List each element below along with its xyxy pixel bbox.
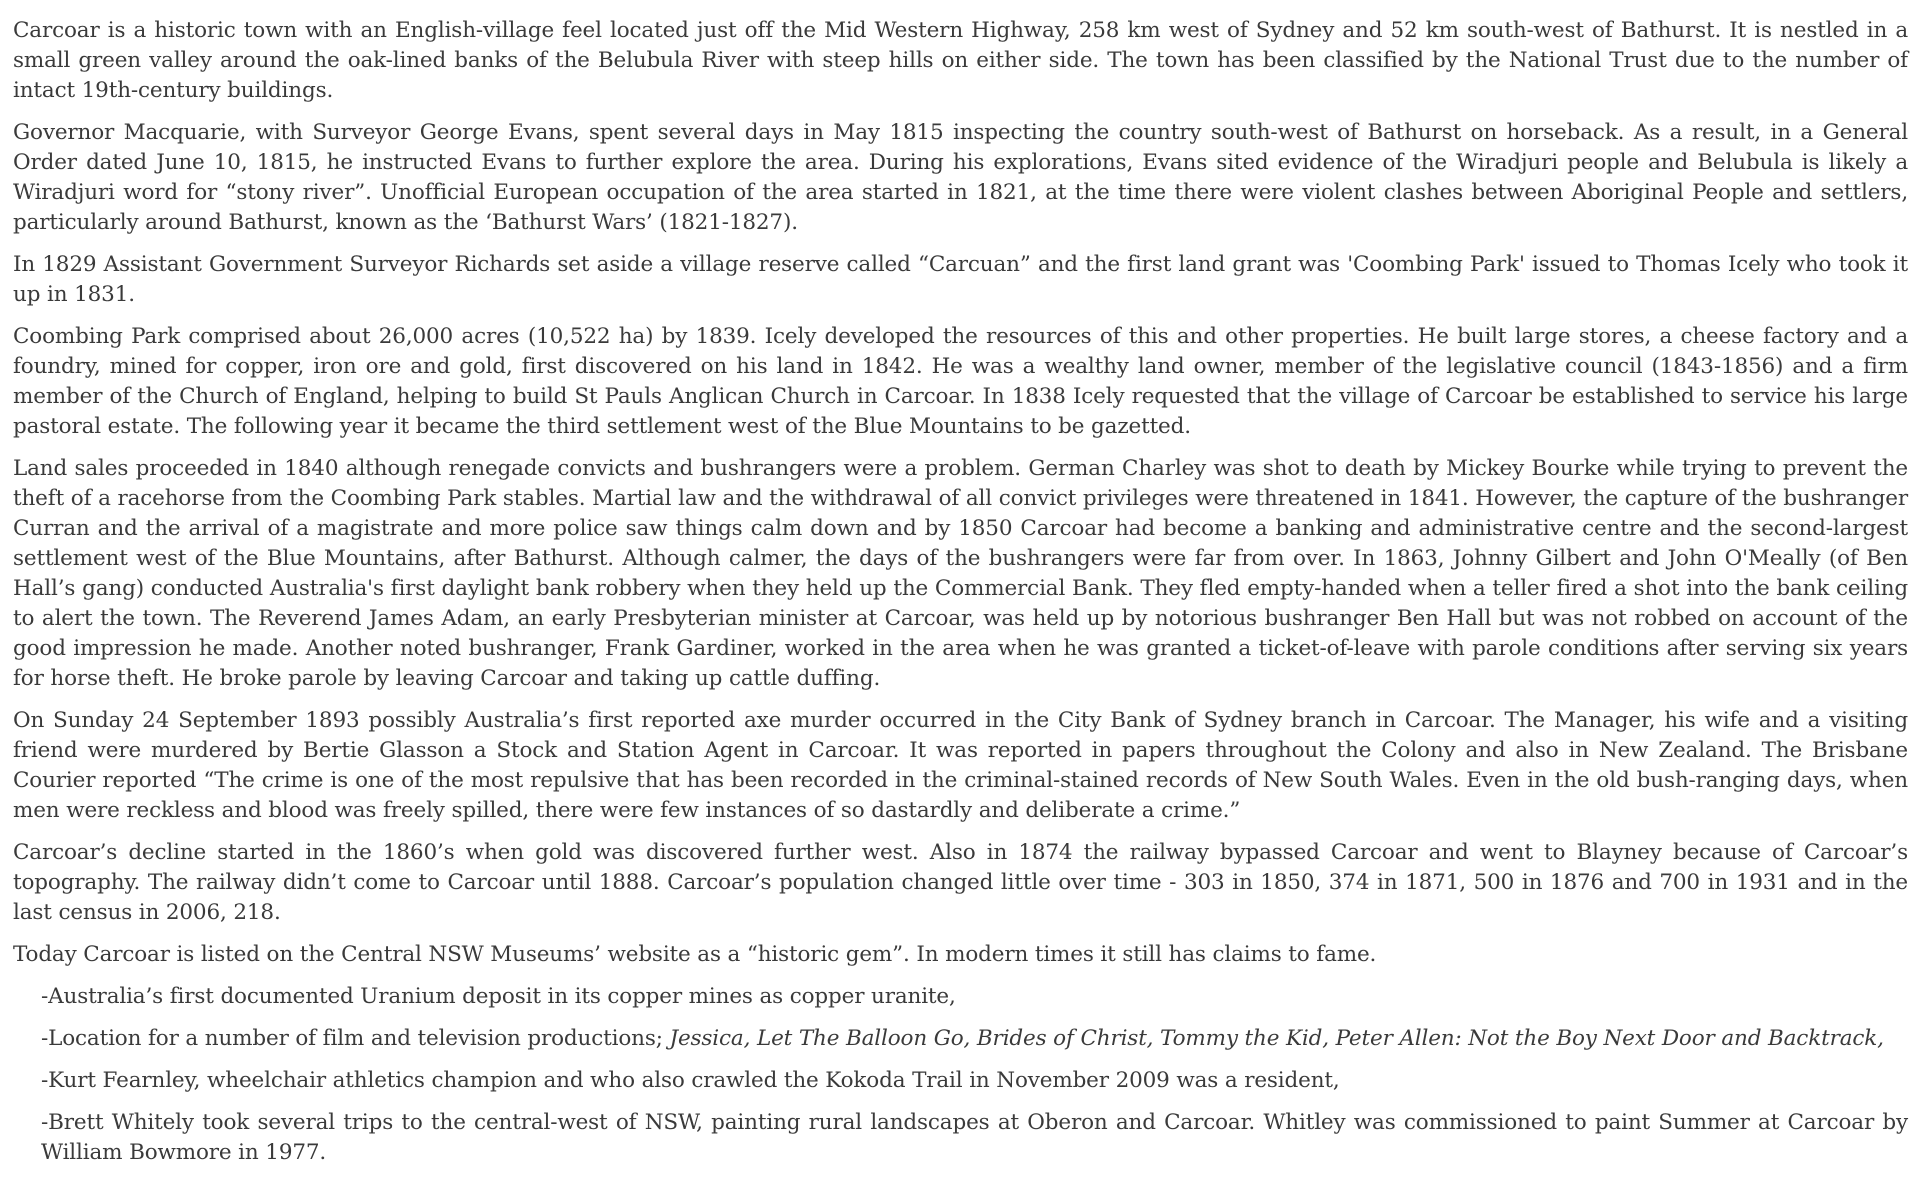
paragraph-bushrangers: Land sales proceeded in 1840 although renegade convicts and bushrangers were a problem. German Charley was shot to death by Mickey Bourke while trying to prevent the theft of a racehorse from the Coombing Park stables. Martial law and the withdrawal of all convict privileges were threatened in 1841. However, the capture of the bushranger Curran and the arrival of a magistrate and more police saw things calm down and by 1850 Carcoar had become a banking and administrative centre and the second-largest settlement west of the Blue Mountains, after Bathurst. Although calmer, the days of the bushrangers were far from over. In 1863, Johnny Gilbert and John O'Meally (of Ben Hall’s gang) conducted Australia's first daylight bank robbery when they held up the Commercial Bank. They fled empty-handed when a teller fired a shot into the bank ceiling to alert the town. The Reverend James Adam, an early Presbyterian minister at Carcoar, was held up by notorious bushranger Ben Hall but was not robbed on account of the good impression he made. Another noted bushranger, Frank Gardiner, worked in the area when he was granted a ticket-of-leave with parole conditions after serving six years for horse theft. He broke parole by leaving Carcoar and taking up cattle duffing. (13, 456, 1908, 691)
paragraph-village-reserve: In 1829 Assistant Government Surveyor Richards set aside a village reserve called “Carcuan” and the first land grant was 'Coombing Park' issued to Thomas Icely who took it up in 1831. (13, 252, 1908, 307)
film-titles: Jessica, Let The Balloon Go, Brides of Christ, Tommy the Kid, Peter Allen: Not the Boy Next Door and Backtrack, (669, 1026, 1884, 1051)
list-item-brett-whiteley: -Brett Whitely took several trips to the central-west of NSW, painting rural landscapes at Oberon and Carcoar. Whitley was commissioned to paint Summer at Carcoar by William Bowmore in 1977. (41, 1110, 1908, 1165)
paragraph-macquarie: Governor Macquarie, with Surveyor George Evans, spent several days in May 1815 inspecting the country south-west of Bathurst on horseback. As a result, in a General Order dated June 10, 1815, he instructed Evans to further explore the area. During his explorations, Evans sited evidence of the Wiradjuri people and Belubula is likely a Wiradjuri word for “stony river”. Unofficial European occupation of the area started in 1821, at the time there were violent clashes between Aboriginal People and settlers, particularly around Bathurst, known as the ‘Bathurst Wars’ (1821-1827). (13, 120, 1908, 235)
paragraph-intro: Carcoar is a historic town with an English-village feel located just off the Mid Western Highway, 258 km west of Sydney and 52 km south-west of Bathurst. It is nestled in a small green valley around the oak-lined banks of the Belubula River with steep hills on either side. The town has been classified by the National Trust due to the number of intact 19th-century buildings. (13, 18, 1908, 103)
list-item-uranium: -Australia’s first documented Uranium deposit in its copper mines as copper uranite, (41, 984, 956, 1009)
film-locations-text: -Location for a number of film and television productions; (41, 1026, 670, 1051)
list-item-kurt-fearnley: -Kurt Fearnley, wheelchair athletics champion and who also crawled the Kokoda Trail in November 2009 was a resident, (41, 1068, 1340, 1093)
list-item-film-locations (13, 1024, 1908, 1054)
paragraph-coombing-park: Coombing Park comprised about 26,000 acres (10,522 ha) by 1839. Icely developed the resources of this and other properties. He built large stores, a cheese factory and a foundry, mined for copper, iron ore and gold, first discovered on his land in 1842. He was a wealthy land owner, member of the legislative council (1843-1856) and a firm member of the Church of England, helping to build St Pauls Anglican Church in Carcoar. In 1838 Icely requested that the village of Carcoar be established to service his large pastoral estate. The following year it became the third settlement west of the Blue Mountains to be gazetted. (13, 324, 1908, 439)
paragraph-today: Today Carcoar is listed on the Central NSW Museums’ website as a “historic gem”. In modern times it still has claims to fame. (13, 942, 1377, 967)
paragraph-axe-murder: On Sunday 24 September 1893 possibly Australia’s first reported axe murder occurred in the City Bank of Sydney branch in Carcoar. The Manager, his wife and a visiting friend were murdered by Bertie Glasson a Stock and Station Agent in Carcoar. It was reported in papers throughout the Colony and also in New Zealand. The Brisbane Courier reported “The crime is one of the most repulsive that has been recorded in the criminal-stained records of New South Wales. Even in the old bush-ranging days, when men were reckless and blood was freely spilled, there were few instances of so dastardly and deliberate a crime.” (13, 708, 1908, 823)
document-body (13, 16, 1908, 1180)
paragraph-decline: Carcoar’s decline started in the 1860’s when gold was discovered further west. Also in 1874 the railway bypassed Carcoar and went to Blayney because of Carcoar’s topography. The railway didn’t come to Carcoar until 1888. Carcoar’s population changed little over time - 303 in 1850, 374 in 1871, 500 in 1876 and 700 in 1931 and in the last census in 2006, 218. (13, 840, 1908, 925)
